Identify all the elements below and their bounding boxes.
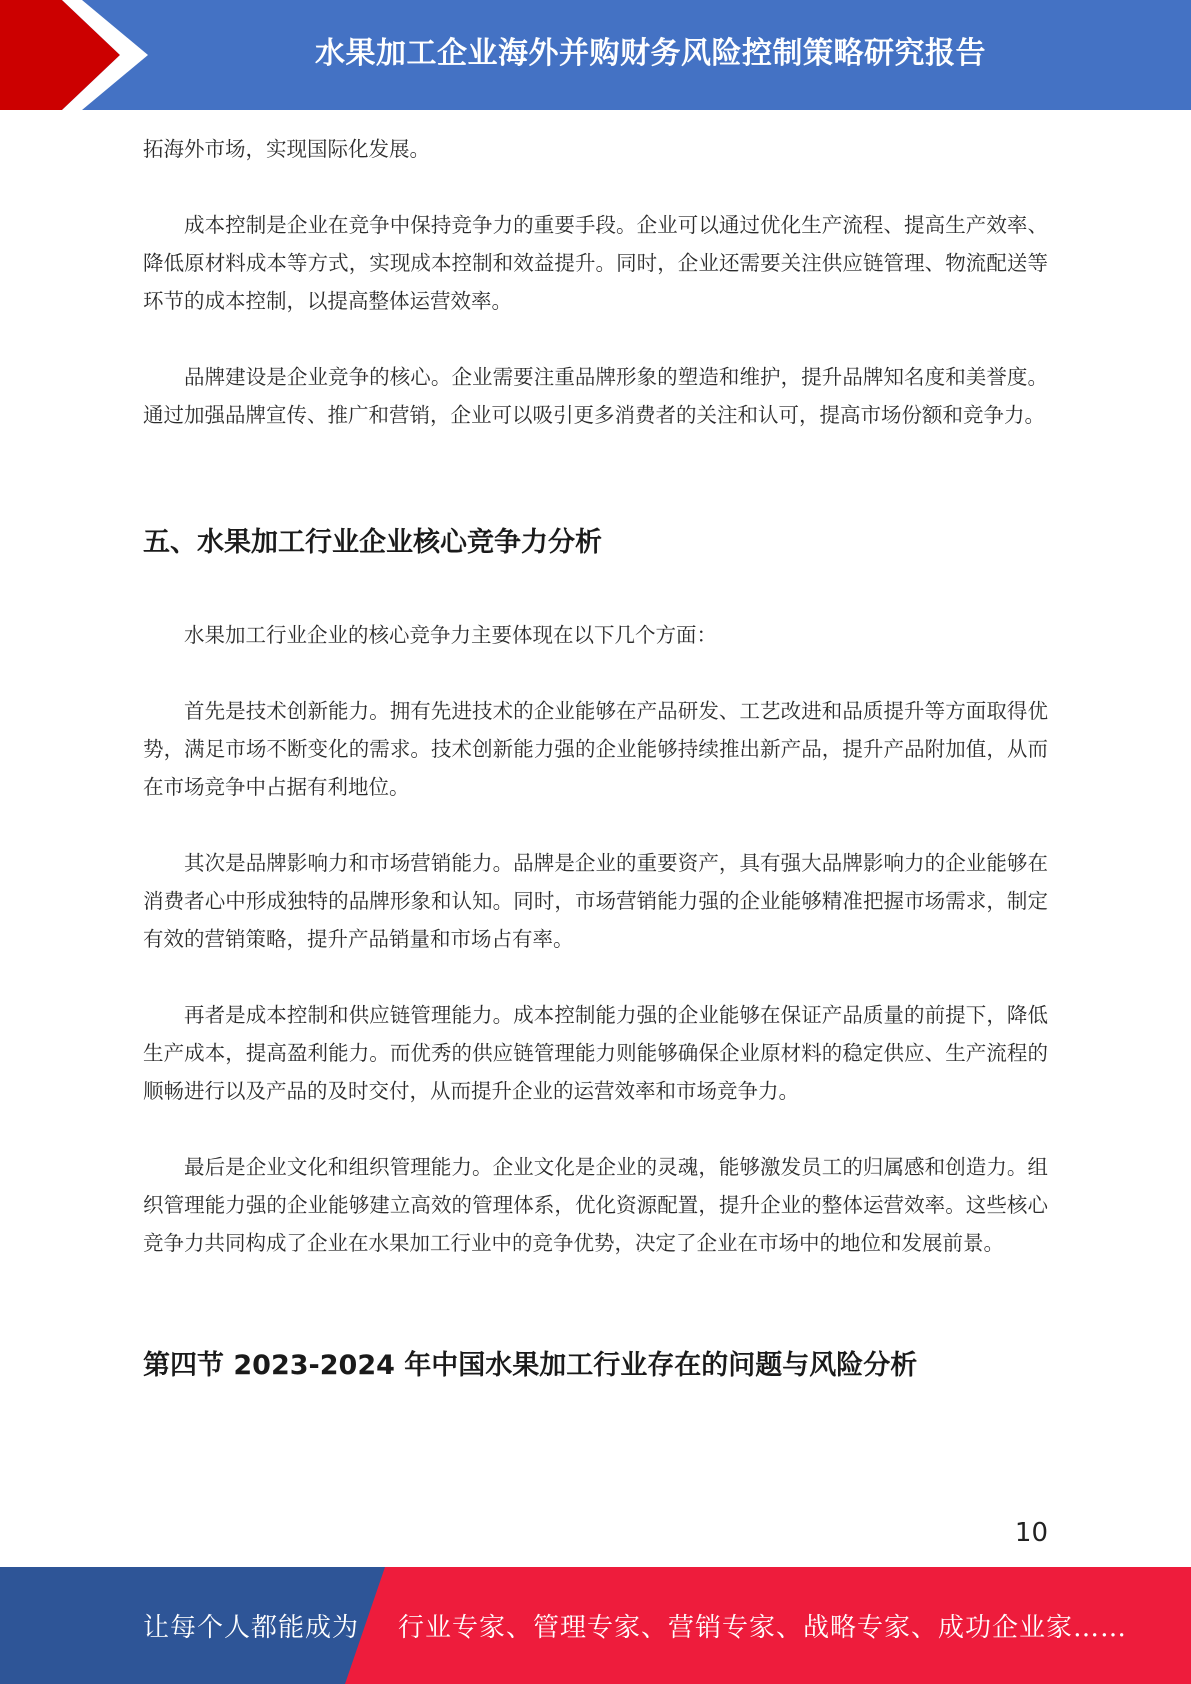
section-heading: 五、水果加工行业企业核心竞争力分析 bbox=[143, 527, 602, 558]
page-number: 10 bbox=[1014, 1518, 1048, 1548]
paragraph: 再者是成本控制和供应链管理能力。成本控制能力强的企业能够在保证产品质量的前提下，降低生产成本，提高盈利能力。而优秀的供应链管理能力则能够确保企业原材料的稳定供应、生产流程的顺畅进行以及产品的及时交付，从而提升企业的运营效率和市场竞争力。 bbox=[143, 1003, 1048, 1103]
body-top bbox=[143, 130, 1048, 472]
footer-slogan-left: 让每个人都能成为 bbox=[143, 1613, 360, 1643]
paragraph: 首先是技术创新能力。拥有先进技术的企业能够在产品研发、工艺改进和品质提升等方面取得优势，满足市场不断变化的需求。技术创新能力强的企业能够持续推出新产品，提升产品附加值，从而在市场竞争中占据有利地位。 bbox=[143, 699, 1048, 799]
paragraph: 成本控制是企业在竞争中保持竞争力的重要手段。企业可以通过优化生产流程、提高生产效率、降低原材料成本等方式，实现成本控制和效益提升。同时，企业还需要关注供应链管理、物流配送等环节的成本控制，以提高整体运营效率。 bbox=[143, 213, 1048, 313]
body-section bbox=[143, 616, 1048, 1300]
subsection-heading: 第四节 2023-2024 年中国水果加工行业存在的问题与风险分析 bbox=[143, 1350, 918, 1381]
page-footer bbox=[0, 1567, 1191, 1684]
paragraph: 品牌建设是企业竞争的核心。企业需要注重品牌形象的塑造和维护，提升品牌知名度和美誉度。通过加强品牌宣传、推广和营销，企业可以吸引更多消费者的关注和认可，提高市场份额和竞争力。 bbox=[143, 365, 1048, 427]
paragraph: 水果加工行业企业的核心竞争力主要体现在以下几个方面： bbox=[184, 623, 717, 647]
paragraph: 最后是企业文化和组织管理能力。企业文化是企业的灵魂，能够激发员工的归属感和创造力。组织管理能力强的企业能够建立高效的管理体系，优化资源配置，提升企业的整体运营效率。这些核心竞争力共同构成了企业在水果加工行业中的竞争优势，决定了企业在市场中的地位和发展前景。 bbox=[143, 1155, 1048, 1255]
page-header bbox=[0, 0, 1191, 110]
footer-slogan-right: 行业专家、管理专家、营销专家、战略专家、成功企业家…… bbox=[398, 1613, 1128, 1643]
header-arrow-graphic bbox=[0, 0, 150, 110]
paragraph: 其次是品牌影响力和市场营销能力。品牌是企业的重要资产，具有强大品牌影响力的企业能够在消费者心中形成独特的品牌形象和认知。同时，市场营销能力强的企业能够精准把握市场需求，制定有效的营销策略，提升产品销量和市场占有率。 bbox=[143, 851, 1048, 951]
paragraph: 拓海外市场，实现国际化发展。 bbox=[143, 137, 430, 161]
report-title: 水果加工企业海外并购财务风险控制策略研究报告 bbox=[315, 36, 986, 71]
